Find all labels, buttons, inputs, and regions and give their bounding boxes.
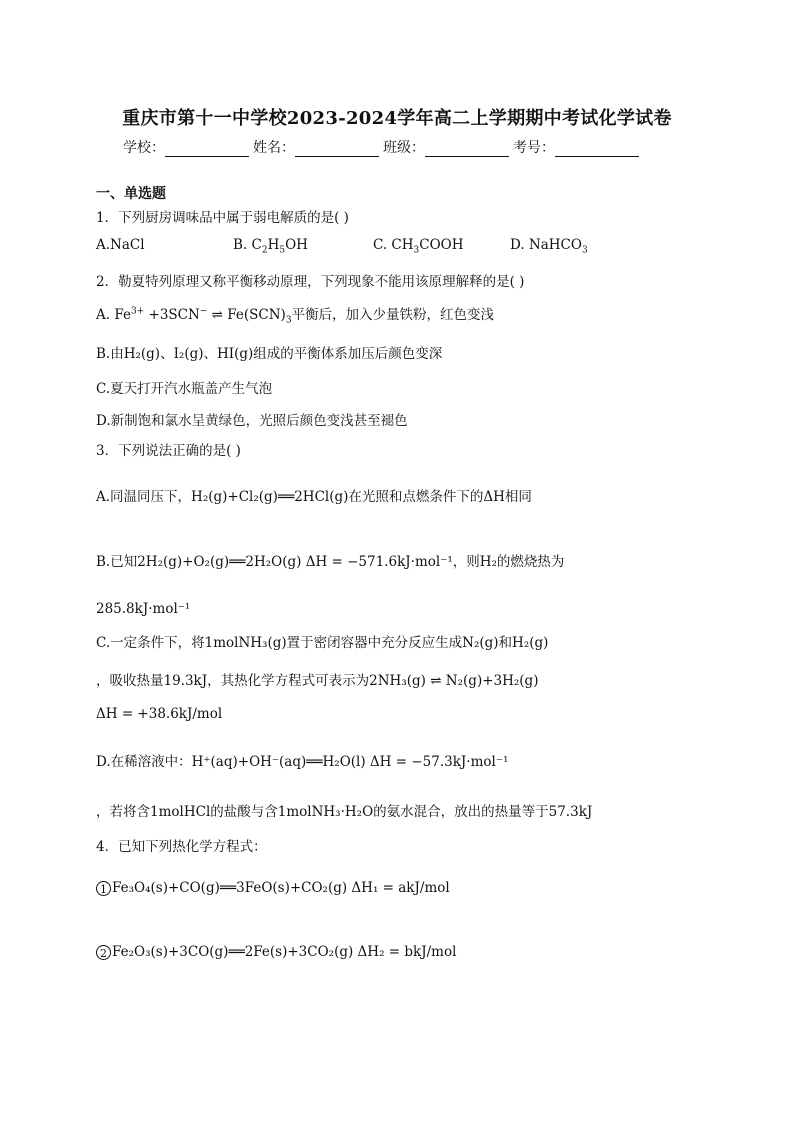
question-2-option-c: C.夏天打开汽水瓶盖产生气泡 [96, 381, 273, 397]
question-4-equation-1: 1 Fe₃O₄(s)+CO(g)══3FeO(s)+CO₂(g) ΔH₁ = akJ/mol [96, 880, 450, 896]
number-blank[interactable] [555, 142, 639, 157]
student-info-row [123, 137, 643, 157]
question-3-option-b: B.已知2H₂(g)+O₂(g)══2H₂O(g) ΔH = −571.6kJ·mol⁻¹，则H₂的燃烧热为 [96, 554, 565, 570]
question-3-option-d-cont: ，若将含1molHCl的盐酸与含1molNH₃·H₂O的氨水混合，放出的热量等于57.3kJ [96, 804, 593, 820]
class-label: 班级： [383, 140, 425, 156]
question-3-stem: 3．下列说法正确的是( ) [96, 443, 241, 459]
class-blank[interactable] [425, 142, 509, 157]
question-3-option-c-cont2: ΔH = +38.6kJ/mol [96, 706, 223, 722]
question-4-stem: 4．已知下列热化学方程式： [96, 839, 267, 855]
school-label: 学校： [123, 140, 165, 156]
name-label: 姓名： [253, 140, 295, 156]
question-1-option-d: D. NaHCO$_3$ [510, 237, 588, 256]
question-3-option-c: C.一定条件下，将1molNH₃(g)置于密闭容器中充分反应生成N₂(g)和H₂(g) [96, 635, 549, 651]
question-2-option-a: A. $Fe^{3+} +3SCN^-$ ⇌ $Fe(SCN)_3$平衡后，加入少量铁粉，红色变浅 [96, 306, 495, 326]
question-2-option-d: D.新制饱和氯水呈黄绿色，光照后颜色变浅甚至褪色 [96, 413, 408, 429]
name-blank[interactable] [295, 142, 379, 157]
question-3-option-a: A.同温同压下，H₂(g)+Cl₂(g)══2HCl(g)在光照和点燃条件下的ΔH相同 [96, 489, 532, 505]
circled-number-1: 1 [96, 881, 111, 896]
question-3-option-c-cont: ，吸收热量19.3kJ，其热化学方程式可表示为2NH₃(g) ⇌ N₂(g)+3H₂(g) [96, 673, 539, 689]
question-3-option-b-cont: 285.8kJ·mol⁻¹ [96, 601, 191, 617]
question-4-equation-2: 2 Fe₂O₃(s)+3CO(g)══2Fe(s)+3CO₂(g) ΔH₂ = bkJ/mol [96, 944, 456, 960]
question-2-option-b: B.由H₂(g)、I₂(g)、HI(g)组成的平衡体系加压后颜色变深 [96, 346, 443, 362]
question-1-option-c: C. $CH_3COOH$ [373, 237, 464, 256]
question-1-option-a: A.NaCl [96, 237, 145, 253]
section-heading: 一、单选题 [96, 186, 166, 202]
question-1-stem: 1．下列厨房调味品中属于弱电解质的是( ) [96, 210, 349, 226]
school-blank[interactable] [165, 142, 249, 157]
circled-number-2: 2 [96, 945, 111, 960]
question-2-stem: 2．勒夏特列原理又称平衡移动原理，下列现象不能用该原理解释的是( ) [96, 274, 525, 290]
page-title: 重庆市第十一中学校2023-2024学年高二上学期期中考试化学试卷 [122, 108, 672, 129]
question-3-option-d: D.在稀溶液中：H⁺(aq)+OH⁻(aq)══H₂O(l) ΔH = −57.3kJ·mol⁻¹ [96, 754, 509, 770]
number-label: 考号： [513, 140, 555, 156]
question-1-option-b: B. $C_2H_5OH$ [233, 237, 308, 256]
